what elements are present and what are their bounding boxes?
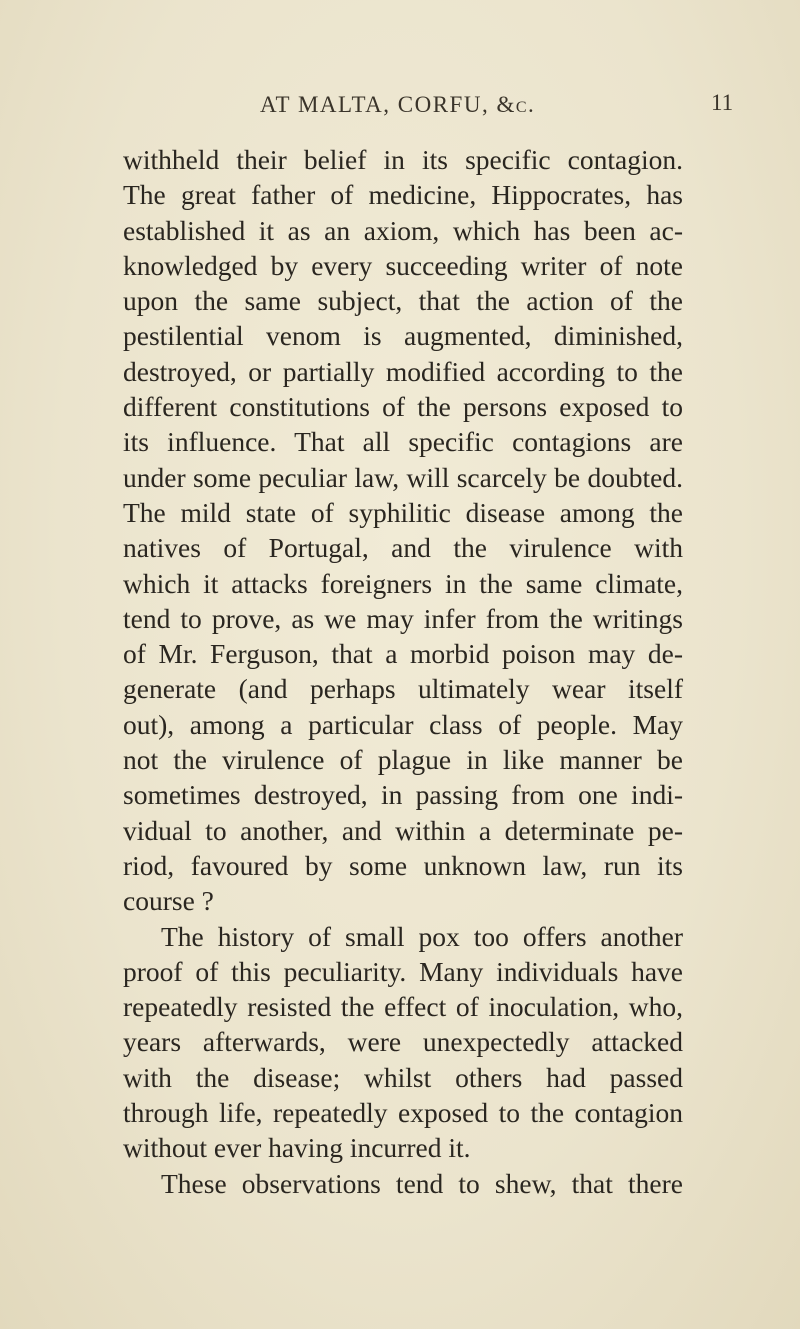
text-line: tend to prove, as we may infer from the writings	[123, 602, 683, 634]
text-line: established it as an axiom, which has been ac-	[123, 214, 683, 246]
text-line: of Mr. Ferguson, that a morbid poison may de-	[123, 638, 683, 670]
body-text	[123, 142, 683, 1201]
text-line: with the disease; whilst others had passed	[123, 1061, 683, 1093]
text-line: which it attacks foreigners in the same climate,	[123, 567, 683, 599]
page-number: 11	[711, 90, 734, 115]
text-line: withheld their belief in its specific contagion.	[123, 144, 683, 175]
text-line: without ever having incurred it.	[123, 1132, 471, 1164]
text-line: riod, favoured by some unknown law, run its	[123, 849, 683, 881]
text-line: proof of this peculiarity. Many individuals have	[123, 955, 683, 987]
running-head: AT MALTA, CORFU, &c.	[260, 92, 536, 117]
text-line: years afterwards, were unexpectedly attacked	[123, 1026, 683, 1058]
text-line: These observations tend to shew, that there	[161, 1167, 683, 1199]
text-line: different constitutions of the persons exposed to	[123, 391, 683, 423]
text-line: its influence. That all specific contagions are	[123, 426, 683, 458]
text-line: through life, repeatedly exposed to the contagion	[123, 1097, 683, 1129]
text-line: generate (and perhaps ultimately wear itself	[123, 673, 683, 705]
text-line: out), among a particular class of people. May	[123, 708, 683, 740]
text-line: knowledged by every succeeding writer of note	[123, 249, 683, 281]
text-line: upon the same subject, that the action of the	[123, 285, 683, 317]
text-line: The history of small pox too offers another	[161, 920, 683, 952]
text-line: natives of Portugal, and the virulence with	[123, 532, 683, 564]
text-line: pestilential venom is augmented, diminished,	[123, 320, 683, 352]
text-line: destroyed, or partially modified according to the	[123, 355, 683, 387]
text-line: not the virulence of plague in like manner be	[123, 744, 683, 776]
text-line: The great father of medicine, Hippocrates, has	[123, 179, 683, 211]
text-line: under some peculiar law, will scarcely be doubted.	[123, 461, 683, 493]
text-line: vidual to another, and within a determinate pe-	[123, 814, 683, 846]
text-line: sometimes destroyed, in passing from one indi-	[123, 779, 683, 811]
text-line: course ?	[123, 885, 214, 917]
text-line: The mild state of syphilitic disease among the	[123, 496, 683, 528]
text-line: repeatedly resisted the effect of inoculation, who,	[123, 991, 683, 1023]
